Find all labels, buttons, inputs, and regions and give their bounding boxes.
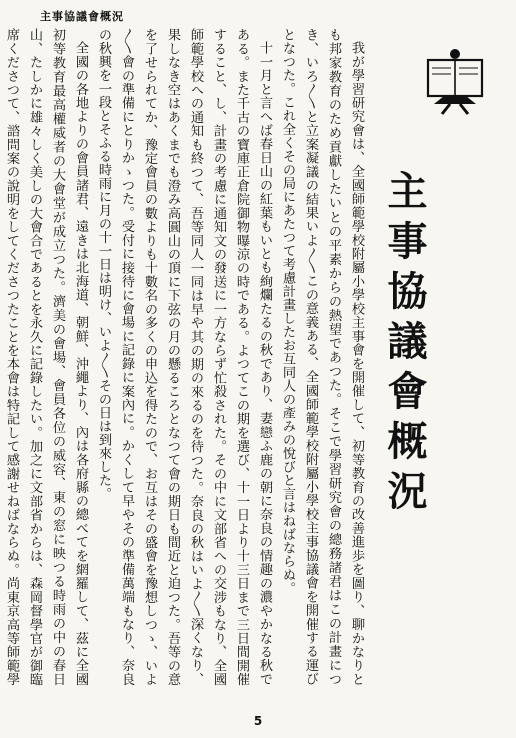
page-number: 5: [253, 714, 263, 728]
article-title: 主事協議會概況: [381, 170, 427, 520]
running-header: 主事協議會概況: [40, 10, 124, 23]
body-paragraph-2: 十一月と言へば春日山の紅葉もいとも絢爛たるの秋であり、妻戀ふ鹿の朝に奈良の情趣の濃やかなる秋である。また千古の寶庫正倉院御物曝涼の時である。よつてこの期を選び、十一日より十三日まで三日間開催すること、し、計畫の考慮に通知文の發送に一方ならず忙殺された。その中に文部省への交涉もなり、全國師範學校への通知も終つて、吾等同人一同は早や其の期の來るのを待つた。奈良の秋はいよ〳〵深くなり、果しなき空はあくまでも澄み高圓山の頂に下弦の月の懸るころとなつて會の期日も間近と迫つた。吾等の意を了せられてか、豫定會員の數よりも十數名の多くの申込を得たので、お互はその盛會を豫想しつゝ、いよ〳〵會の準備にとりかゝつた。受付に接待に會場に記錄に案內に。かくして早やその準備萬端もなり、奈良の秋興を一段とそふる時雨に月の十一日は明け、いよ〳〵その日は到來した。: [96, 28, 272, 686]
reading-figure-illustration: [420, 48, 490, 118]
article-body: [0, 28, 368, 686]
body-paragraph-3: 全國の各地よりの會員諸君、遠きは北海道、朝鮮、沖繩より、內は各府縣の總べてを網羅して、茲に全國初等教育最高權威者の大會堂が成立つた。濟美の會場、會員各位の威容、東の窓に映つる時雨の中の春日山、たしかに雄々しく美しの大會合であるとを永久に記錄したい。加之に文部省からは、森岡督學官が御臨席くださつて、諮問案の說明をしてくださつたことを本會は特記して感謝せねばならぬ。尚東京高等師範學: [4, 28, 88, 686]
body-paragraph-1: 我が學習研究會は、全國師範學校附屬小學校主事會を開催して、初等教育の改善進歩を圖り、聊かなりとも邦家教育のため貢獻したいとの平素からの熱望であつた。そこで學習研究會の總務諸君はこの計畫につき、いろ〳〵と立案凝議の結果いよ〳〵この意義ある、全國師範學校附屬小學校主事協議會を開催する運びとなつた。これ全くその局にあたつて考慮計畫したお互同人の產みの悅びと言はねばならぬ。: [280, 28, 364, 686]
